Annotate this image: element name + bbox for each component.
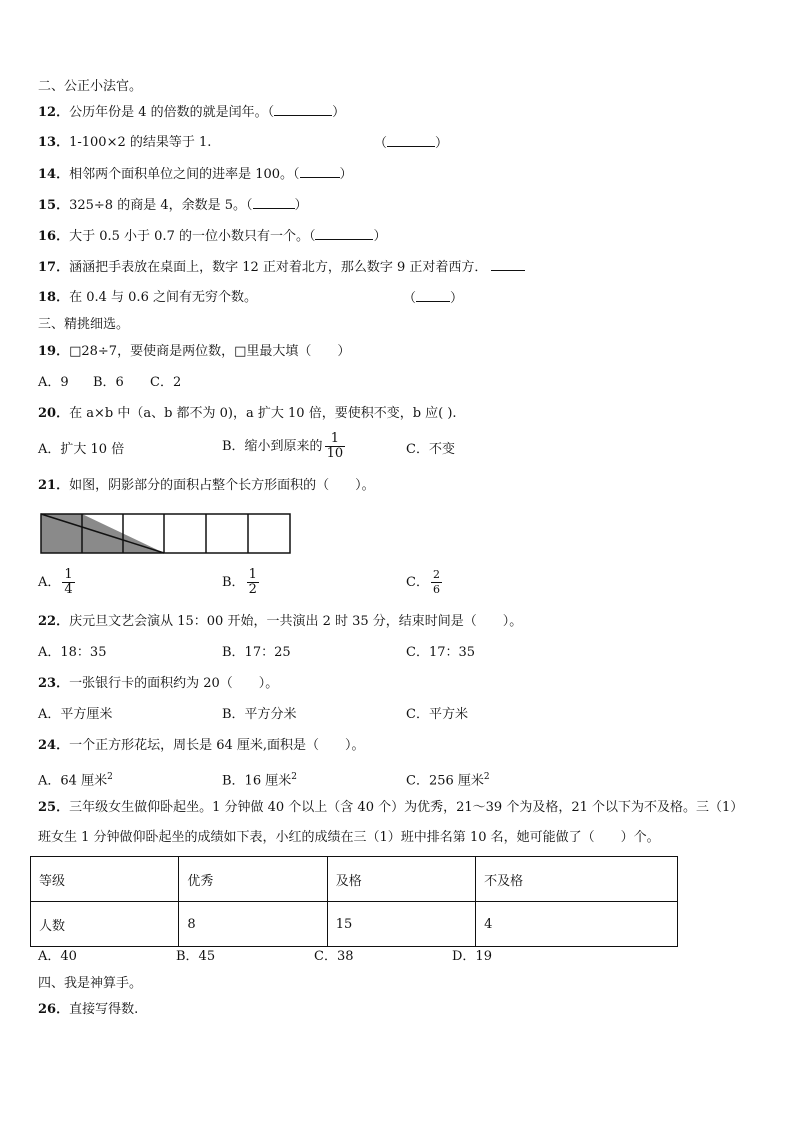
question-number: 16． bbox=[38, 229, 70, 244]
question-20 bbox=[38, 405, 457, 423]
rectangle-figure bbox=[40, 513, 292, 555]
option-text: B．缩小到原来的 bbox=[222, 439, 323, 454]
section-2-heading: 二、公正小法官。 bbox=[38, 79, 143, 94]
option-text: B．16 厘米 bbox=[222, 773, 292, 789]
question-18 bbox=[38, 289, 257, 307]
superscript: 2 bbox=[291, 772, 297, 782]
option-a bbox=[38, 568, 75, 597]
question-14 bbox=[38, 165, 353, 184]
question-number: 19． bbox=[38, 344, 70, 359]
question-text: 一张银行卡的面积约为 20（ ）。 bbox=[69, 676, 279, 691]
fraction-denominator: 4 bbox=[64, 582, 73, 597]
fraction-denominator: 6 bbox=[432, 583, 440, 596]
question-23 bbox=[38, 675, 278, 693]
question-text: 三年级女生做仰卧起坐。1 分钟做 40 个以上（含 40 个）为优秀，21～39 个为及格，21 个以下为不及格。三（1） bbox=[69, 800, 744, 815]
question-number: 24． bbox=[38, 738, 70, 753]
fraction bbox=[247, 568, 259, 597]
bracket-close: ） bbox=[294, 198, 308, 213]
option-c bbox=[406, 768, 490, 790]
question-number: 15． bbox=[38, 198, 70, 213]
fraction-denominator: 10 bbox=[326, 446, 344, 461]
question-text: 涵涵把手表放在桌面上，数字 12 正对着北方，那么数字 9 正对着西方． bbox=[69, 260, 488, 275]
option-a: A．18：35 bbox=[38, 645, 107, 660]
option-b bbox=[222, 432, 345, 461]
question-text: □28÷7，要使商是两位数，□里最大填（ ） bbox=[69, 344, 351, 359]
section-4-heading: 四、我是神算手。 bbox=[38, 976, 143, 991]
answer-blank bbox=[387, 134, 435, 147]
answer-blank bbox=[416, 289, 450, 302]
answer-blank bbox=[300, 165, 340, 178]
option-c: C．平方米 bbox=[406, 707, 468, 722]
fraction-numerator: 1 bbox=[330, 431, 339, 446]
bracket-close: ） bbox=[450, 291, 464, 306]
superscript: 2 bbox=[107, 772, 113, 782]
bracket-close: ） bbox=[332, 105, 346, 120]
bracket-close: ） bbox=[339, 167, 353, 182]
table-header: 不及格 bbox=[476, 857, 678, 902]
fraction-denominator: 2 bbox=[248, 582, 257, 597]
question-24 bbox=[38, 737, 365, 755]
option-text: A．64 厘米 bbox=[38, 773, 108, 789]
option-a: A．40 bbox=[38, 949, 77, 964]
bracket-close: ） bbox=[373, 229, 387, 244]
question-18-answer bbox=[403, 289, 463, 308]
question-number: 25． bbox=[38, 800, 70, 815]
section-3-heading: 三、精挑细选。 bbox=[38, 317, 130, 332]
option-letter: B． bbox=[222, 575, 245, 590]
question-number: 13． bbox=[38, 135, 70, 150]
question-22 bbox=[38, 613, 522, 631]
bracket-open: （ bbox=[374, 136, 388, 151]
table-header: 及格 bbox=[327, 857, 475, 902]
question-number: 20． bbox=[38, 406, 70, 421]
fraction-numerator: 1 bbox=[248, 567, 257, 582]
superscript: 2 bbox=[483, 772, 490, 782]
grade-table bbox=[30, 856, 678, 947]
table-cell: 8 bbox=[179, 902, 327, 947]
fraction bbox=[431, 568, 442, 597]
question-16 bbox=[38, 227, 387, 246]
option-c bbox=[406, 568, 442, 597]
question-number: 12． bbox=[38, 105, 70, 120]
question-text: 庆元旦文艺会演从 15：00 开始，一共演出 2 时 35 分，结束时间是（ ）。 bbox=[69, 614, 523, 629]
bracket-close: ） bbox=[435, 136, 449, 151]
option-a: A．9 bbox=[38, 375, 69, 390]
option-a: A．平方厘米 bbox=[38, 707, 113, 722]
option-b: B．平方分米 bbox=[222, 707, 297, 722]
question-13-answer bbox=[374, 134, 448, 153]
fraction-numerator: 1 bbox=[64, 567, 73, 582]
table-header: 等级 bbox=[31, 857, 179, 902]
table-row bbox=[31, 857, 678, 902]
bracket-open: （ bbox=[403, 291, 417, 306]
question-15 bbox=[38, 196, 308, 215]
answer-blank bbox=[491, 258, 525, 271]
question-text: 大于 0.5 小于 0.7 的一位小数只有一个。（ bbox=[69, 229, 316, 244]
option-a: A．扩大 10 倍 bbox=[38, 442, 125, 457]
question-25-line-1 bbox=[38, 799, 743, 817]
question-text: 1-100×2 的结果等于 1. bbox=[69, 135, 212, 150]
question-text: 直接写得数. bbox=[69, 1002, 139, 1017]
option-a bbox=[38, 768, 113, 790]
table-header: 优秀 bbox=[179, 857, 327, 902]
question-text: 相邻两个面积单位之间的进率是 100。（ bbox=[69, 167, 300, 182]
question-number: 21． bbox=[38, 478, 70, 493]
question-text: 325÷8 的商是 4，余数是 5。（ bbox=[69, 198, 253, 213]
fraction bbox=[62, 568, 74, 597]
fraction-numerator: 2 bbox=[432, 568, 440, 581]
question-21 bbox=[38, 477, 375, 495]
option-text: C．256 厘米 bbox=[406, 773, 484, 789]
question-number: 14． bbox=[38, 167, 70, 182]
question-number: 26． bbox=[38, 1002, 70, 1017]
option-letter: A． bbox=[38, 575, 61, 590]
question-25-line-2: 班女生 1 分钟做仰卧起坐的成绩如下表，小红的成绩在三（1）班中排名第 10 名，她可能做了（ ）个。 bbox=[38, 830, 660, 845]
question-number: 17． bbox=[38, 260, 70, 275]
question-number: 22． bbox=[38, 614, 70, 629]
option-letter: C． bbox=[406, 575, 429, 590]
option-b bbox=[222, 568, 259, 597]
option-d: D．19 bbox=[452, 949, 492, 964]
question-13 bbox=[38, 134, 211, 152]
table-row bbox=[31, 902, 678, 947]
table-cell: 人数 bbox=[31, 902, 179, 947]
table-cell: 4 bbox=[476, 902, 678, 947]
option-c: C．2 bbox=[150, 375, 182, 390]
question-text: 如图，阴影部分的面积占整个长方形面积的（ ）。 bbox=[69, 478, 375, 493]
question-19 bbox=[38, 343, 350, 361]
question-12 bbox=[38, 103, 345, 122]
option-b: B．17：25 bbox=[222, 645, 291, 660]
option-b bbox=[222, 768, 297, 790]
option-c: C．38 bbox=[314, 949, 354, 964]
option-c: C．17：35 bbox=[406, 645, 476, 660]
answer-blank bbox=[315, 227, 373, 240]
fraction bbox=[325, 432, 346, 461]
question-text: 一个正方形花坛，周长是 64 厘米,面积是（ ）。 bbox=[69, 738, 365, 753]
answer-blank bbox=[274, 103, 332, 116]
question-26 bbox=[38, 1001, 138, 1019]
question-text: 在 a×b 中（a、b 都不为 0)，a 扩大 10 倍，要使积不变，b 应( ). bbox=[69, 406, 457, 421]
question-17 bbox=[38, 258, 525, 277]
option-b: B．45 bbox=[176, 949, 216, 964]
answer-blank bbox=[253, 196, 295, 209]
question-text: 在 0.4 与 0.6 之间有无穷个数。 bbox=[69, 290, 257, 305]
question-text: 公历年份是 4 的倍数的就是闰年。（ bbox=[69, 105, 275, 120]
option-b: B．6 bbox=[93, 375, 124, 390]
question-number: 23． bbox=[38, 676, 70, 691]
option-c: C．不变 bbox=[406, 442, 455, 457]
question-number: 18． bbox=[38, 290, 70, 305]
table-cell: 15 bbox=[327, 902, 475, 947]
